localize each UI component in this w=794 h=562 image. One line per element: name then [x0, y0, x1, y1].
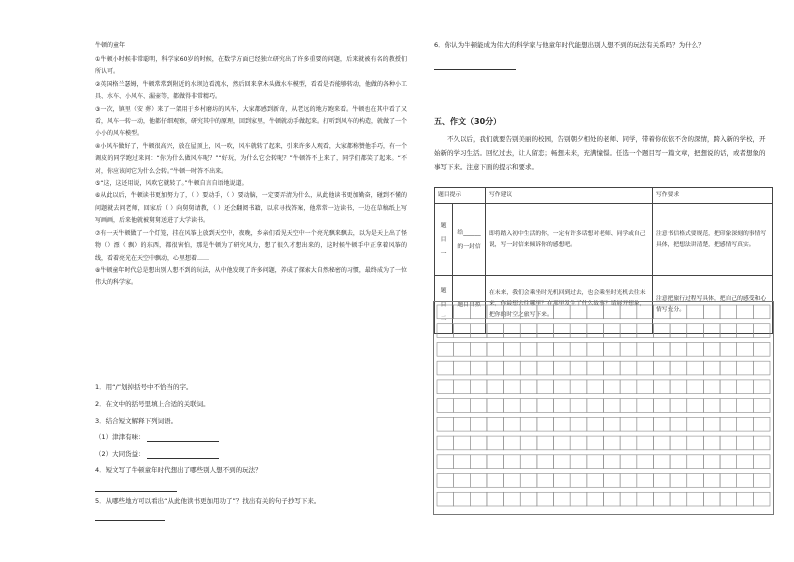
topic-advice-1: 即将踏入初中生活的你，一定有许多话想对老师、同学或自己说，写一封信来倾诉你的感想吧。 — [486, 204, 653, 276]
questions-block — [95, 0, 407, 562]
answer-blank-3-1[interactable] — [147, 434, 219, 442]
answer-line-6[interactable] — [434, 60, 516, 70]
paragraph-1: ①牛顿小时候非常聪明，科学家60岁的时候，在数学方面已经独立研究出了许多重要的问题，后来就被有名的教授们所认可。 — [95, 56, 407, 76]
paragraph-6: ⑥从此以后，牛顿读书更加努力了，（ ）要动手，（ ）要动脑，一定要弄清为什么，从此他读书更加勤奋，碰到不懂的问题就去问老师，回家后（ ）向舅舅请教，（ ）还会翻阅书籍，以求寻找答案，他常常一边读书，一边在草稿纸上写写画画，后来他就被舅舅送进了大学读书。 — [95, 192, 407, 225]
topic-requirement-2: 注意把旅行过程写具体，把自己的感受和心情写充分。 — [653, 276, 773, 334]
question-3-2-label: （2）大同货益： — [95, 450, 145, 458]
answer-blank-3-2[interactable] — [147, 451, 219, 459]
header-topic: 题目提示 — [435, 188, 486, 204]
paragraph-2: ②英国格兰瑟姆，牛顿常常到附近的水坝边看流水，然后回来拿木头做水车模型，看看是否能够转动，他做的各种小工具、水车、小风车、漏壶等，都做得非常精巧。 — [95, 80, 407, 101]
question-5: 5．从哪些地方可以看出“从此他读书更加用功了”？找出有关的句子抄写下来。 — [95, 497, 321, 505]
topic-title-1: 给______的一封信 — [453, 204, 486, 276]
answer-line-4[interactable] — [95, 482, 177, 492]
question-4: 4．短文写了牛顿童年时代想出了哪些别人想不到的玩法？ — [95, 466, 262, 474]
question-3: 3．结合短文解释下列词语。 — [95, 417, 178, 425]
table-header-row — [435, 188, 773, 204]
answer-line-5[interactable] — [95, 511, 165, 521]
question-2: 2．在文中的括号里填上合适的关联词。 — [95, 400, 210, 408]
composition-prompt: 不久以后，我们就要告别美丽的校园，告别朝夕相处的老师、同学，带着你依依不舍的深情，跨入新的学校，开始新的学习生活。回忆过去，让人留恋；畅想未来，充满憧憬。任选一个题目写一篇文章，把想说的话，或者想象的事写下来。注意下面的提示和要求。 — [434, 135, 766, 171]
writing-grid[interactable] — [433, 301, 774, 515]
story-title: 牛顿的童年 — [95, 42, 126, 49]
topic-tag-1: 题目一 — [435, 204, 453, 276]
table-row — [435, 204, 773, 276]
topic-tag-2: 题目二 — [435, 276, 453, 334]
paragraph-3: ③一次，镇里（安 葬）来了一架用于乡村磨坊的风车，大家都感到新奇，从老远的地方跑来看。牛顿也在其中看了又看，风车一转一动，他都仔细观察，研究其中的原理，回到家里，牛顿就动手做起来。打听到风车的构造，就做了一个小小的风车模型。 — [95, 105, 408, 138]
question-6: 6．你认为牛顿能成为伟大的科学家与他童年时代能想出别人想不到的玩法有关系吗？为什么？ — [434, 41, 705, 49]
paragraph-4: ④小风车做好了，牛顿很高兴，放在屋顶上，风一吹，风车就转了起来，引来许多人观看，大家都称赞他手巧，有一个调皮的同学跑过来问：“你为什么做风车呢？”“好玩，为什么它会转呢？”牛顿答不上来了，同学们都笑了起来。“不对，你应该问它为什么会转。”牛顿一时答不出来。 — [95, 142, 407, 175]
paragraph-8: ⑧牛顿童年时代总是想出别人想不到的玩法，从中他发现了许多问题，养成了探索大自然秘密的习惯，最终成为了一位伟大的科学家。 — [95, 266, 407, 287]
header-advice: 写作建议 — [486, 188, 653, 204]
question-3-1-label: （1）津津有味： — [95, 433, 145, 441]
header-requirement: 写作要求 — [653, 188, 773, 204]
composition-title: 五、作文（30分） — [434, 117, 502, 126]
question-1: 1．用“/”划掉括号中不恰当的字。 — [95, 383, 193, 391]
topic-advice-2: 在未来，我们会乘坐时光机回到过去，也会乘坐时光机去往未来，你最想去往哪里？在那里发生了什么故事？请展开想象，把你的时空之旅写下来。 — [486, 276, 653, 334]
paragraph-5: ⑤“这，这还用说，风吹它就转了。”牛顿自言自语地说道。 — [95, 180, 248, 188]
writing-grid-border — [433, 301, 774, 515]
topic-title-2: 题目自拟 — [453, 276, 486, 334]
topic-requirement-1: 注意书信格式要规范，把印象深刻的事情写具体，把想法讲清楚，把感情写真实。 — [653, 204, 773, 276]
paragraph-7: ⑦有一天牛顿做了一个灯笼，挂在风筝上放到天空中，夜晚，乡亲们看见天空中一个亮光飘来飘去，以为是天上出了怪物（）漂（ 飘）的东西，都很害怕，那是牛顿为了研究风力，想了很久才想出来的，这时候牛顿手中正拿着风筝的线，看着亮光在天空中飘动，心里想着…… — [95, 229, 407, 262]
question-3-1 — [95, 432, 219, 442]
question-3-2 — [95, 449, 219, 459]
